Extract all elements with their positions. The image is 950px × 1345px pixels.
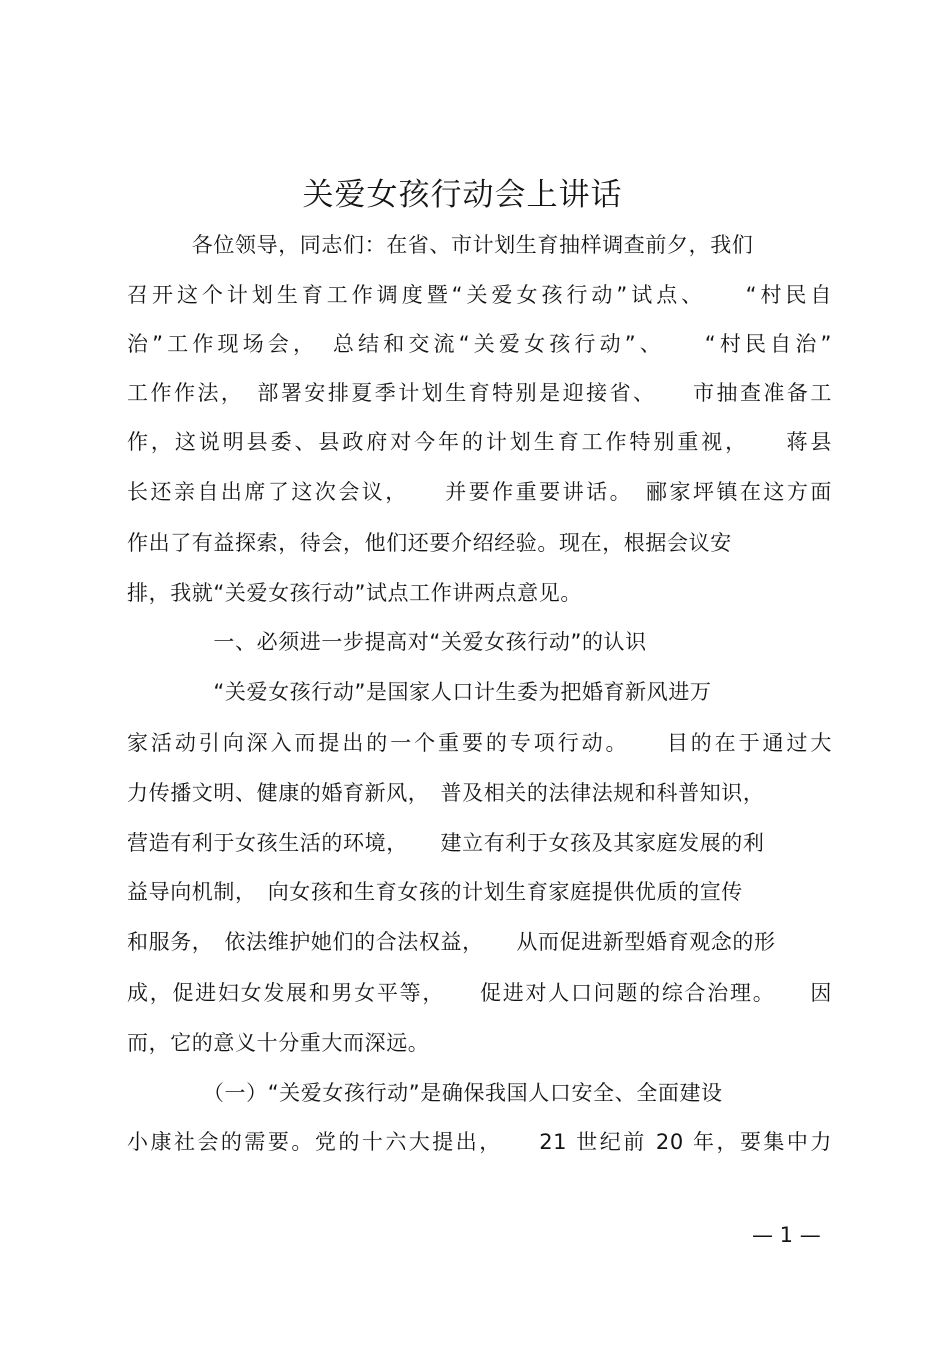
subsection-heading-1: （一）“关爱女孩行动”是确保我国人口安全、全面建设 xyxy=(127,1081,723,1105)
document-title: 关爱女孩行动会上讲话 xyxy=(302,177,623,213)
body-line-17: 而，它的意义十分重大而深远。 xyxy=(127,1031,430,1055)
body-line-7: 作出了有益探索，待会，他们还要介绍经验。现在，根据会议安 xyxy=(127,531,732,555)
body-line-4: 工作作法， 部署安排夏季计划生育特别是迎接省、 市抽查准备工 xyxy=(127,381,832,405)
body-line-16: 成，促进妇女发展和男女平等， 促进对人口问题的综合治理。 因 xyxy=(127,981,832,1005)
body-line-13: 营造有利于女孩生活的环境， 建立有利于女孩及其家庭发展的利 xyxy=(127,831,765,855)
body-line-5: 作，这说明县委、县政府对今年的计划生育工作特别重视， 蒋县 xyxy=(127,430,832,454)
body-line-2: 召开这个计划生育工作调度暨“关爱女孩行动”试点、 “村民自 xyxy=(127,283,832,307)
body-line-10: “关爱女孩行动”是国家人口计生委为把婚育新风进万 xyxy=(127,680,712,704)
body-line-15: 和服务， 依法维护她们的合法权益， 从而促进新型婚育观念的形 xyxy=(127,930,776,954)
body-line-19: 小康社会的需要。党的十六大提出， 21 世纪前 20 年，要集中力 xyxy=(127,1130,832,1154)
body-line-8: 排，我就“关爱女孩行动”试点工作讲两点意见。 xyxy=(127,581,582,605)
body-line-14: 益导向机制， 向女孩和生育女孩的计划生育家庭提供优质的宣传 xyxy=(127,880,743,904)
body-line-11: 家活动引向深入而提出的一个重要的专项行动。 目的在于通过大 xyxy=(127,731,832,755)
body-line-1: 各位领导，同志们：在省、市计划生育抽样调查前夕，我们 xyxy=(127,233,754,257)
body-line-12: 力传播文明、健康的婚育新风， 普及相关的法律法规和科普知识， xyxy=(127,781,765,805)
body-line-3: 治”工作现场会， 总结和交流“关爱女孩行动”、 “村民自治” xyxy=(127,332,832,356)
body-line-6: 长还亲自出席了这次会议， 并要作重要讲话。 郦家坪镇在这方面 xyxy=(127,480,832,504)
page-number: — 1 — xyxy=(752,1223,821,1247)
section-heading-1: 一、必须进一步提高对“关爱女孩行动”的认识 xyxy=(127,630,647,654)
